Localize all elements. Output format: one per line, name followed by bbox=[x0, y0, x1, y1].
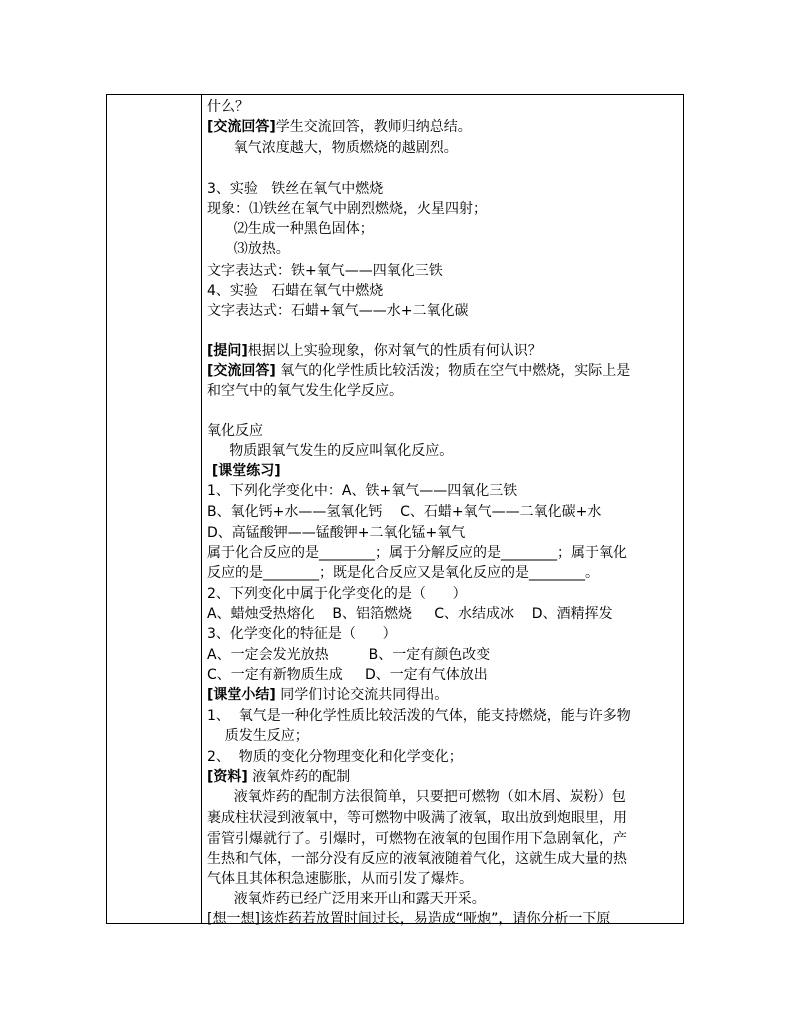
text-line: 文字表达式：铁+氧气——四氧化三铁 bbox=[207, 263, 443, 279]
text-line: 液氧炸药的配制方法很简单，只要把可燃物（如木屑、炭粉）包 bbox=[207, 789, 626, 805]
text-line: [课堂练习] bbox=[207, 463, 281, 479]
text-line: A、一定会发光放热 B、一定有颜色改变 bbox=[207, 647, 491, 663]
text-line: 质发生反应； bbox=[207, 728, 309, 744]
text-line: 雷管引爆就行了。引爆时，可燃物在液氧的包围作用下急剧氧化，产 bbox=[207, 831, 627, 847]
text-line: [想一想]该炸药若放置时间过长，易造成“哑炮”，请你分析一下原 bbox=[207, 911, 611, 927]
text-line: 氧气浓度越大，物质燃烧的越剧烈。 bbox=[207, 140, 458, 156]
text-line: [交流回答] 氧气的化学性质比较活泼；物质在空气中燃烧，实际上是 bbox=[207, 363, 631, 379]
text-line: 和空气中的氧气发生化学反应。 bbox=[207, 383, 403, 399]
text-line: 文字表达式：石蜡+氧气——水+二氧化碳 bbox=[207, 303, 469, 319]
text-line: 什么？ bbox=[207, 99, 249, 115]
text-line: [提问]根据以上实验现象，你对氧气的性质有何认识？ bbox=[207, 343, 542, 359]
text-line: D、高锰酸钾——锰酸钾+二氧化锰+氧气 bbox=[207, 525, 466, 541]
text-line: 氧化反应 bbox=[207, 423, 263, 439]
text-line: B、氧化钙+水——氢氧化钙 C、石蜡+氧气——二氧化碳+水 bbox=[207, 504, 602, 520]
text-line: ⑵生成一种黑色固体； bbox=[207, 221, 374, 237]
text-line: A、蜡烛受热熔化 B、铝箔燃烧 C、水结成冰 D、酒精挥发 bbox=[207, 606, 613, 622]
text-line: 3、化学变化的特征是（ ） bbox=[207, 626, 397, 642]
text-line: [交流回答]学生交流回答，教师归纳总结。 bbox=[207, 119, 472, 135]
text-line: 液氧炸药已经广泛用来开山和露天开采。 bbox=[207, 891, 486, 907]
text-line: 现象：⑴铁丝在氧气中剧烈燃烧，火星四射； bbox=[207, 201, 487, 217]
text-line: 生热和气体，一部分没有反应的液氧液随着气化，这就生成大量的热 bbox=[207, 851, 627, 867]
text-line: ⑶放热。 bbox=[207, 241, 290, 257]
text-line: 1、下列化学变化中：A、铁+氧气——四氧化三铁 bbox=[207, 483, 518, 499]
text-line: [课堂小结] 同学们讨论交流共同得出。 bbox=[207, 687, 449, 703]
text-line: 物质跟氧气发生的反应叫氧化反应。 bbox=[207, 443, 454, 459]
text-line: 裹成柱状浸到液氧中，等可燃物中吸满了液氧，取出放到炮眼里，用 bbox=[207, 810, 627, 826]
text-line: 1、 氧气是一种化学性质比较活泼的气体，能支持燃烧，能与许多物 bbox=[207, 708, 631, 724]
text-line: [资料] 液氧炸药的配制 bbox=[207, 769, 351, 785]
text-line: 反应的是________；既是化合反应又是氧化反应的是________。 bbox=[207, 565, 599, 581]
text-line: 气体且其体积急速膨胀，从而引发了爆炸。 bbox=[207, 871, 473, 887]
text-line: 2、下列变化中属于化学变化的是（ ） bbox=[207, 586, 467, 602]
text-line: 3、实验 铁丝在氧气中燃烧 bbox=[207, 181, 384, 197]
text-line: 4、实验 石蜡在氧气中燃烧 bbox=[207, 283, 384, 299]
text-line: 2、 物质的变化分物理变化和化学变化； bbox=[207, 749, 463, 765]
column-divider bbox=[201, 95, 202, 923]
text-line: C、一定有新物质生成 D、一定有气体放出 bbox=[207, 667, 488, 683]
text-line: 属于化合反应的是________；属于分解反应的是________；属于氧化 bbox=[207, 545, 627, 561]
lesson-table bbox=[106, 94, 684, 927]
